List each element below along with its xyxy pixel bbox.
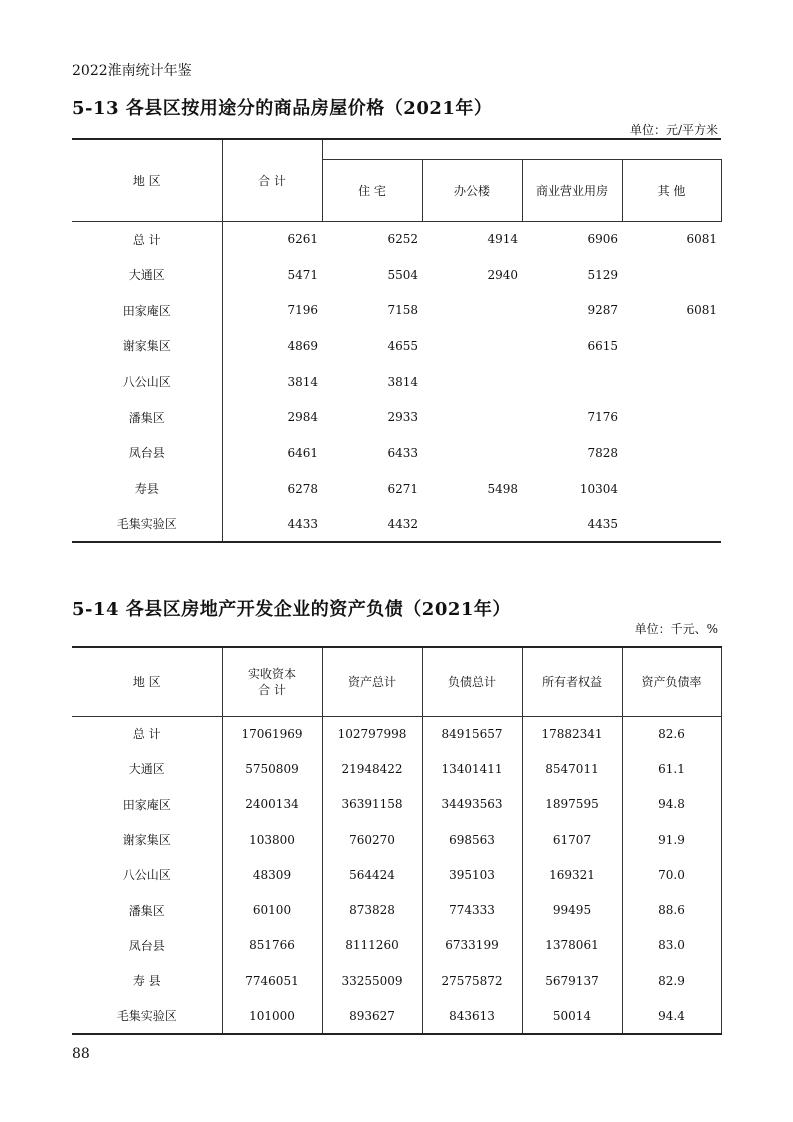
table2-unit: 单位：千元、% [634,622,718,636]
cell-ratio: 88.6 [622,892,721,927]
table1-title: 5-13 各县区按用途分的商品房屋价格（2021年） [72,98,493,119]
cell-total: 6461 [222,435,322,471]
cell-paid-capital: 60100 [222,892,322,927]
cell-equity: 99495 [522,892,622,927]
cell-equity: 1897595 [522,787,622,822]
cell-equity: 50014 [522,998,622,1033]
table-row [72,507,721,543]
cell-liabilities: 6733199 [422,928,522,963]
cell-liabilities: 34493563 [422,787,522,822]
cell-residential: 6433 [387,445,418,460]
table-row [72,364,721,400]
cell-liabilities: 13401411 [422,751,522,786]
cell-other [622,399,721,435]
cell-total: 5471 [222,257,322,293]
cell-office [422,292,522,328]
header-region: 地 区 [72,647,222,716]
cell-equity: 5679137 [522,963,622,998]
header-liabilities: 负债总计 [422,647,522,716]
cell-office [422,328,522,364]
table-row [72,292,721,328]
row-region: 总 计 [132,727,161,742]
header-ratio: 资产负债率 [622,647,721,716]
header-residential: 住 宅 [322,159,422,221]
cell-paid-capital: 48309 [222,857,322,892]
cell-commercial: 5129 [587,267,618,282]
row-region: 八公山区 [122,868,171,883]
cell-liabilities: 395103 [422,857,522,892]
row-region: 田家庵区 [122,797,171,812]
cell-paid-capital: 2400134 [222,787,322,822]
table-row [72,716,721,751]
cell-commercial: 4435 [587,516,618,531]
cell-liabilities: 843613 [422,998,522,1033]
table-row [72,435,721,471]
row-region: 八公山区 [122,375,171,390]
cell-paid-capital: 7746051 [222,963,322,998]
cell-assets: 8111260 [322,928,422,963]
cell-ratio: 70.0 [622,857,721,892]
cell-ratio: 94.8 [622,787,721,822]
cell-commercial: 9287 [587,303,618,318]
cell-ratio: 82.9 [622,963,721,998]
cell-residential: 5504 [387,267,418,282]
row-region: 潘集区 [128,903,165,918]
cell-equity: 1378061 [522,928,622,963]
table-row [72,787,721,822]
cell-assets: 873828 [322,892,422,927]
cell-paid-capital: 101000 [222,998,322,1033]
cell-total: 2984 [222,399,322,435]
header-equity: 所有者权益 [522,647,622,716]
cell-commercial: 6615 [587,338,618,353]
header-paid-capital-line2: 合 计 [258,682,286,697]
header-assets: 资产总计 [322,647,422,716]
cell-paid-capital: 851766 [222,928,322,963]
table-row [72,963,721,998]
cell-commercial: 7176 [587,410,618,425]
cell-residential: 2933 [387,410,418,425]
cell-residential: 4432 [387,516,418,531]
cell-commercial: 7828 [587,445,618,460]
table-row [72,928,721,963]
cell-assets: 33255009 [322,963,422,998]
cell-other [622,257,721,293]
table-row [72,221,721,257]
cell-commercial [522,364,622,400]
cell-paid-capital: 17061969 [222,716,322,751]
cell-total: 3814 [222,364,322,400]
table-row [72,892,721,927]
table-row [72,857,721,892]
table-row [72,998,721,1033]
row-region: 寿县 [134,482,159,497]
cell-other [622,471,721,507]
row-region: 凤台县 [128,938,165,953]
row-region: 毛集实验区 [116,517,177,532]
cell-ratio: 83.0 [622,928,721,963]
table-row [72,328,721,364]
cell-assets: 21948422 [322,751,422,786]
cell-total: 4433 [222,507,322,543]
cell-office [422,364,522,400]
cell-equity: 8547011 [522,751,622,786]
cell-total: 7196 [222,292,322,328]
cell-total: 4869 [222,328,322,364]
cell-office [422,507,522,543]
row-region: 寿 县 [132,974,161,989]
cell-commercial: 10304 [579,481,618,496]
cell-other [622,364,721,400]
cell-office [422,399,522,435]
cell-assets: 760270 [322,822,422,857]
cell-liabilities: 84915657 [422,716,522,751]
cell-office: 2940 [487,267,518,282]
cell-equity: 17882341 [522,716,622,751]
cell-office: 4914 [487,232,518,247]
row-region: 田家庵区 [122,303,171,318]
cell-office: 5498 [487,481,518,496]
cell-ratio: 61.1 [622,751,721,786]
row-region: 大通区 [128,762,165,777]
cell-residential: 3814 [387,374,418,389]
table-row [72,471,721,507]
cell-ratio: 82.6 [622,716,721,751]
cell-equity: 169321 [522,857,622,892]
cell-office [422,435,522,471]
cell-paid-capital: 5750809 [222,751,322,786]
cell-liabilities: 698563 [422,822,522,857]
cell-residential: 7158 [387,303,418,318]
row-region: 谢家集区 [122,833,171,848]
table-row [72,399,721,435]
cell-residential: 6252 [387,232,418,247]
cell-other [622,328,721,364]
liability-table [72,646,722,1035]
cell-residential: 4655 [387,338,418,353]
cell-assets: 36391158 [322,787,422,822]
row-region: 谢家集区 [122,339,171,354]
row-region: 毛集实验区 [116,1009,177,1024]
header-region: 地 区 [72,139,222,221]
cell-total: 6278 [222,471,322,507]
cell-assets: 564424 [322,857,422,892]
cell-other: 6081 [686,232,717,247]
header-office: 办公楼 [422,159,522,221]
price-table [72,138,722,543]
table-row [72,257,721,293]
header-subgroup [322,139,721,159]
cell-assets: 893627 [322,998,422,1033]
header-commercial: 商业营业用房 [522,159,622,221]
header-total: 合 计 [222,139,322,221]
cell-ratio: 91.9 [622,822,721,857]
cell-assets: 102797998 [322,716,422,751]
page-number: 88 [72,1046,90,1062]
cell-liabilities: 27575872 [422,963,522,998]
table-row [72,822,721,857]
table2-title: 5-14 各县区房地产开发企业的资产负债（2021年） [72,599,511,620]
cell-ratio: 94.4 [622,998,721,1033]
table-row [72,751,721,786]
cell-other: 6081 [686,303,717,318]
cell-commercial: 6906 [587,232,618,247]
row-region: 总 计 [132,232,161,247]
header-paid-capital-line1: 实收资本 [247,666,296,681]
header-other: 其 他 [622,159,721,221]
row-region: 潘集区 [128,410,165,425]
cell-total: 6261 [222,221,322,257]
book-title: 2022淮南统计年鉴 [72,63,192,79]
cell-other [622,435,721,471]
table1-unit: 单位：元/平方米 [629,123,718,137]
cell-equity: 61707 [522,822,622,857]
row-region: 凤台县 [128,446,165,461]
cell-liabilities: 774333 [422,892,522,927]
row-region: 大通区 [128,268,165,283]
header-paid-capital [222,647,322,716]
cell-paid-capital: 103800 [222,822,322,857]
cell-residential: 6271 [387,481,418,496]
cell-other [622,507,721,543]
